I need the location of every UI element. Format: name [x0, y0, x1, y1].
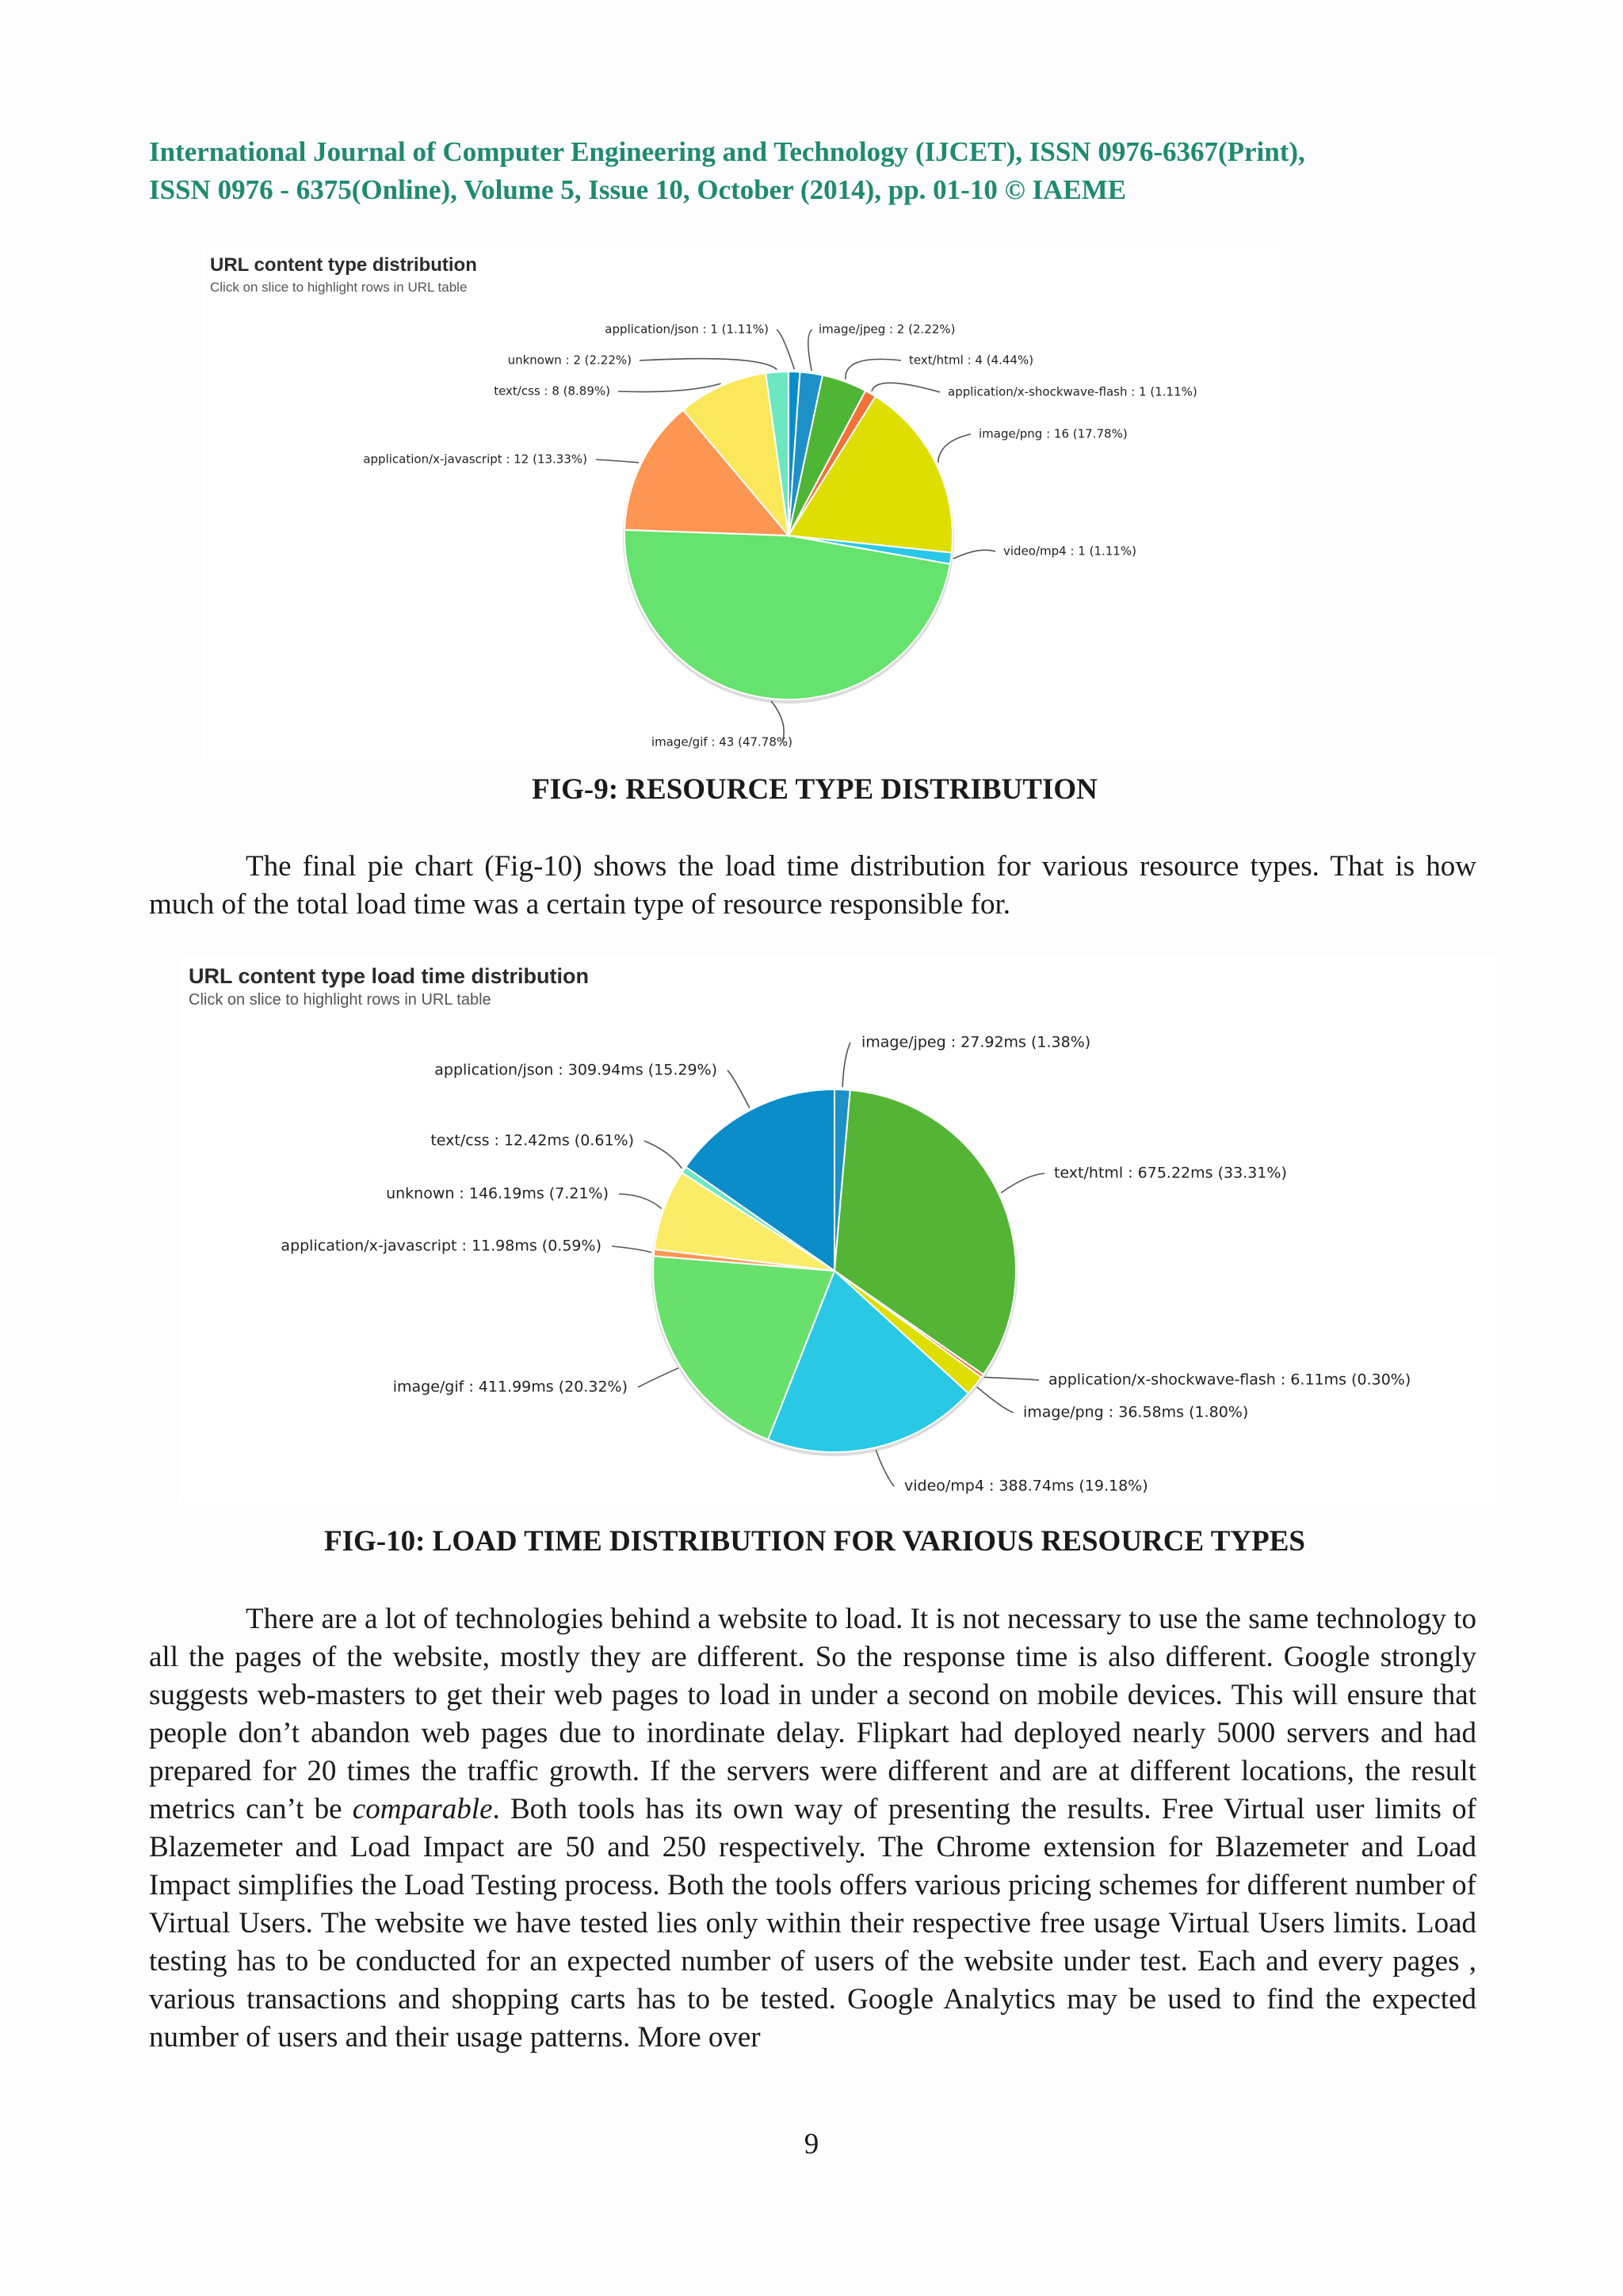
- chart-title: URL content type load time distribution: [189, 964, 590, 988]
- pie-chart-svg: [178, 957, 1498, 1504]
- leader-line: [977, 1387, 1014, 1413]
- slice-label: application/x-javascript : 11.98ms (0.59%): [281, 1237, 601, 1255]
- chart-subtitle: Click on slice to highlight rows in URL table: [210, 280, 468, 295]
- pie-slice-image-gif[interactable]: [624, 530, 950, 700]
- slice-label: application/x-javascript : 12 (13.33%): [363, 452, 587, 467]
- journal-header-line-1: International Journal of Computer Engineering and Technology (IJCET), ISSN 0976-6367(Print),: [149, 136, 1305, 167]
- journal-header-line-2: ISSN 0976 - 6375(Online), Volume 5, Issue 10, October (2014), pp. 01-10 © IAEME: [149, 174, 1127, 205]
- paragraph-2-emphasis: comparable: [352, 1793, 493, 1825]
- slice-label: image/gif : 411.99ms (20.32%): [392, 1378, 628, 1396]
- leader-line: [872, 383, 940, 392]
- leader-line: [638, 1368, 678, 1387]
- pie: [623, 372, 954, 704]
- slice-label: image/gif : 43 (47.78%): [651, 734, 792, 749]
- figure-9-chart: [202, 247, 1280, 761]
- page-number: 9: [804, 2128, 819, 2161]
- leader-line: [644, 1141, 682, 1169]
- pie-chart-svg: [202, 247, 1280, 761]
- journal-header: [149, 133, 1480, 209]
- slice-label: unknown : 2 (2.22%): [507, 353, 632, 368]
- leader-line: [1001, 1173, 1044, 1193]
- leader-line: [876, 1450, 894, 1486]
- slice-label: image/png : 16 (17.78%): [979, 426, 1128, 441]
- figure-10-chart: [178, 957, 1498, 1504]
- leader-line: [808, 330, 812, 371]
- pie: [651, 1089, 1018, 1456]
- leader-line: [846, 359, 901, 379]
- leader-line: [777, 330, 794, 369]
- slice-label: video/mp4 : 388.74ms (19.18%): [904, 1477, 1148, 1495]
- leader-line: [619, 1194, 662, 1209]
- paragraph-1: The final pie chart (Fig-10) shows the load time distribution for various resource types. That is how much of the total load time was a certain type of resource responsible for.: [149, 850, 1476, 921]
- leader-line: [640, 359, 777, 370]
- slice-label: unknown : 146.19ms (7.21%): [386, 1184, 609, 1203]
- leader-line: [938, 434, 971, 463]
- slice-label: text/html : 4 (4.44%): [909, 353, 1034, 368]
- slice-label: video/mp4 : 1 (1.11%): [1003, 543, 1136, 559]
- leader-line: [727, 1070, 750, 1108]
- paragraph-2: [149, 1600, 1476, 2057]
- leader-line: [618, 383, 721, 391]
- leader-line: [612, 1246, 651, 1253]
- slice-label: image/jpeg : 27.92ms (1.38%): [861, 1033, 1091, 1051]
- slice-label: image/png : 36.58ms (1.80%): [1023, 1403, 1249, 1421]
- slice-label: application/x-shockwave-flash : 6.11ms (0.30%): [1048, 1371, 1411, 1389]
- slice-label: application/x-shockwave-flash : 1 (1.11%): [948, 384, 1197, 399]
- slice-label: text/css : 8 (8.89%): [494, 383, 610, 399]
- leader-line: [953, 550, 995, 559]
- slice-label: image/jpeg : 2 (2.22%): [819, 322, 956, 337]
- slice-label: application/json : 309.94ms (15.29%): [434, 1061, 717, 1079]
- paragraph-2-text-a: There are a lot of technologies behind a website to load. It is not necessary to use the same technology to all the pages of the website, mostly they are different. So the response time is also different. Google strongly suggests web-masters to get their web pages to load in under a second on mobile devices. This will ensure that people don’t abandon web pages due to inordinate delay. Flipkart had deployed nearly 5000 servers and had prepared for 20 times the traffic growth. If the servers were different and are at different locations, the result metrics can’t be: [149, 1603, 1476, 1825]
- figure-10-caption: FIG-10: LOAD TIME DISTRIBUTION FOR VARIOUS RESOURCE TYPES: [323, 1525, 1306, 1558]
- slice-label: text/css : 12.42ms (0.61%): [430, 1131, 634, 1150]
- leader-line: [984, 1377, 1039, 1380]
- leader-line: [842, 1043, 850, 1087]
- slice-label: application/json : 1 (1.11%): [605, 322, 769, 337]
- leader-line: [596, 460, 639, 463]
- slice-label: text/html : 675.22ms (33.31%): [1054, 1164, 1287, 1182]
- paragraph-2-text-b: . Both tools has its own way of presenting the results. Free Virtual user limits of Blazemeter and Load Impact are 50 and 250 respectively. The Chrome extension for Blazemeter and Load Impact simplifies the Load Testing process. Both the tools offers various pricing schemes for different number of Virtual Users. The website we have tested lies only within their respective free usage Virtual Users limits. Load testing has to be conducted for an expected number of users of the website under test. Each and every pages , various transactions and shopping carts has to be tested. Google Analytics may be used to find the expected number of users and their usage patterns. More over: [149, 1793, 1476, 2054]
- figure-9-caption: FIG-9: RESOURCE TYPE DISTRIBUTION: [532, 773, 1098, 806]
- chart-title: URL content type distribution: [210, 254, 477, 276]
- chart-subtitle: Click on slice to highlight rows in URL table: [189, 991, 491, 1009]
